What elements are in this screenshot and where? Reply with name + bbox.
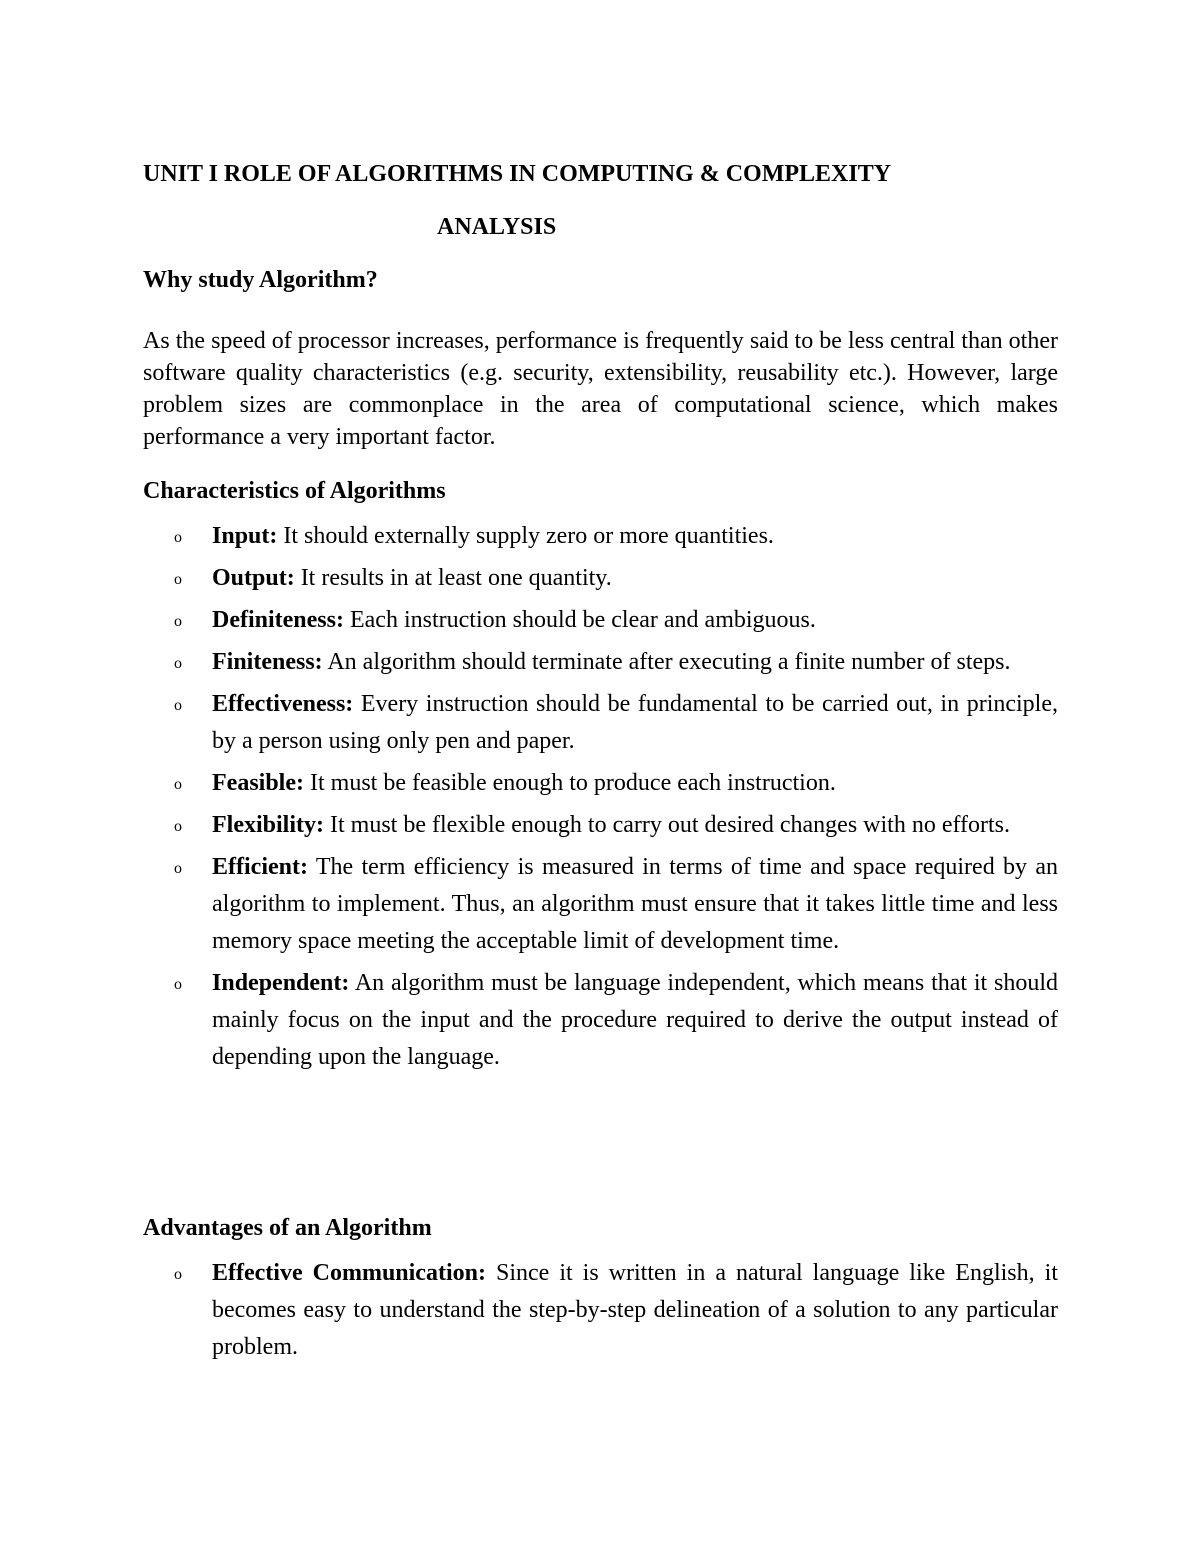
advantages-heading: Advantages of an Algorithm — [143, 1215, 432, 1241]
bullet-marker: o — [174, 529, 182, 546]
bullet-marker: o — [174, 697, 182, 714]
bullet-marker: o — [174, 818, 182, 835]
why-study-heading: Why study Algorithm? — [143, 267, 378, 293]
item-text: It should externally supply zero or more quantities. — [277, 523, 774, 549]
list-item — [143, 686, 1058, 760]
item-term: Feasible: — [212, 770, 304, 796]
item-text: It results in at least one quantity. — [294, 565, 612, 591]
item-term: Output: — [212, 565, 295, 591]
list-item — [143, 644, 1058, 681]
advantages-list — [143, 1255, 1058, 1371]
list-item — [143, 765, 1058, 802]
item-text: The term efficiency is measured in terms of time and space required by an algorithm to implement. Thus, an algorithm must ensure that it takes little time and less memory space meeting the acceptable limit of development time. — [212, 854, 1058, 954]
item-term: Effective Communication: — [212, 1260, 486, 1286]
list-item — [143, 807, 1058, 844]
item-term: Input: — [212, 523, 278, 549]
item-text: It must be flexible enough to carry out desired changes with no efforts. — [323, 812, 1011, 838]
item-term: Effectiveness: — [212, 691, 354, 717]
bullet-marker: o — [174, 613, 182, 630]
item-term: Definiteness: — [212, 607, 344, 633]
item-term: Finiteness: — [212, 649, 323, 675]
item-term: Flexibility: — [212, 812, 324, 838]
item-text: An algorithm must be language independent, which means that it should mainly focus on the input and the procedure required to derive the output instead of depending upon the language. — [212, 970, 1058, 1070]
item-text: Every instruction should be fundamental to be carried out, in principle, by a person using only pen and paper. — [212, 691, 1058, 754]
list-item — [143, 518, 1058, 555]
list-item — [143, 560, 1058, 597]
bullet-marker: o — [174, 776, 182, 793]
list-item — [143, 965, 1058, 1076]
item-text: An algorithm should terminate after executing a finite number of steps. — [322, 649, 1011, 675]
item-text: Each instruction should be clear and ambiguous. — [343, 607, 816, 633]
list-item — [143, 1255, 1058, 1366]
item-text: Since it is written in a natural language like English, it becomes easy to understand the step-by-step delineation of a solution to any particular problem. — [212, 1260, 1058, 1360]
item-term: Efficient: — [212, 854, 308, 880]
bullet-marker: o — [174, 655, 182, 672]
bullet-marker: o — [174, 976, 182, 993]
list-item — [143, 602, 1058, 639]
document-title-line-1: UNIT I ROLE OF ALGORITHMS IN COMPUTING & COMPLEXITY — [143, 161, 892, 187]
bullet-marker: o — [174, 571, 182, 588]
characteristics-heading: Characteristics of Algorithms — [143, 478, 446, 504]
characteristics-list — [143, 518, 1058, 1081]
list-item — [143, 849, 1058, 960]
item-text: It must be feasible enough to produce each instruction. — [303, 770, 836, 796]
bullet-marker: o — [174, 860, 182, 877]
why-study-paragraph: As the speed of processor increases, performance is frequently said to be less central than other software quality characteristics (e.g. security, extensibility, reusability etc.). However, large problem sizes are commonplace in the area of computational science, which makes performance a very important factor. — [143, 328, 1058, 450]
item-term: Independent: — [212, 970, 350, 996]
document-title-line-2: ANALYSIS — [437, 214, 557, 240]
bullet-marker: o — [174, 1266, 182, 1283]
